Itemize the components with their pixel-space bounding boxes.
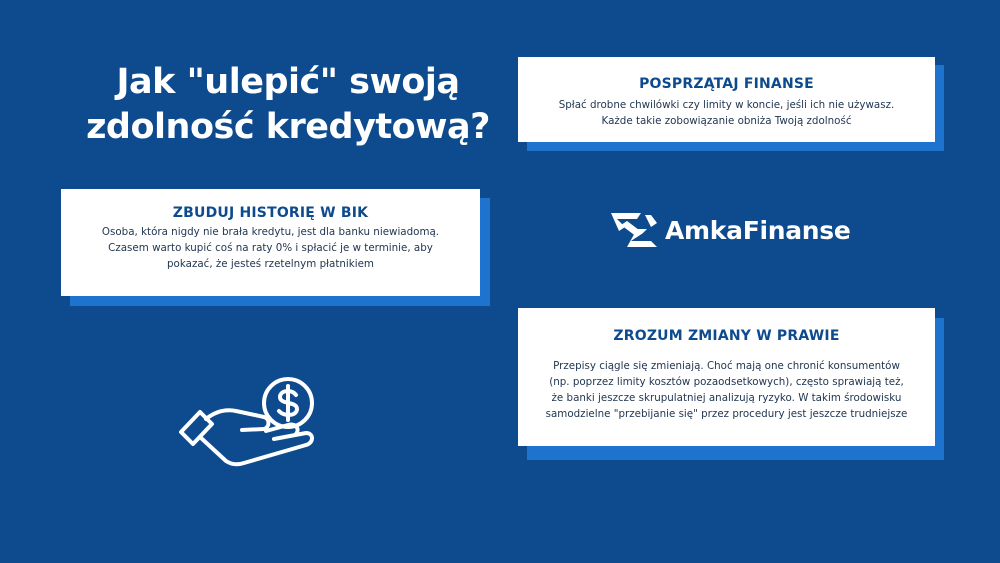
card-text-line: Każde takie zobowiązanie obniża Twoją zdolność (601, 115, 852, 127)
card-zrozum-zmiany (518, 308, 935, 446)
card-text-line: Przepisy ciągle się zmieniają. Choć mają one chronić konsumentów (553, 360, 900, 372)
card-text-line: (np. poprzez limity kosztów pozaodsetkowych), często sprawiają też, (549, 376, 904, 388)
brand-logo (611, 213, 851, 247)
card-text-line: Czasem warto kupić coś na raty 0% i spłacić je w terminie, aby (108, 242, 433, 254)
card-text-line: samodzielne "przebijanie się" przez procedury jest jeszcze trudniejsze (545, 408, 908, 420)
card-text-line: że banki jeszcze skrupulatniej analizują ryzyko. W takim środowisku (551, 392, 902, 404)
card-heading: ZBUDUJ HISTORIĘ W BIK (172, 205, 369, 221)
card-heading: ZROZUM ZMIANY W PRAWIE (613, 328, 840, 344)
card-posprzataj-finanse (518, 57, 935, 142)
card-text-line: Osoba, która nigdy nie brała kredytu, jest dla banku niewiadomą. (101, 226, 440, 238)
card-zbuduj-historie (61, 189, 480, 296)
card-heading: POSPRZĄTAJ FINANSE (639, 76, 814, 92)
card-text-line: Spłać drobne chwilówki czy limity w koncie, jeśli ich nie używasz. (558, 99, 895, 111)
card-text-line: pokazać, że jesteś rzetelnym płatnikiem (167, 258, 374, 270)
amka-logo-icon (611, 213, 657, 247)
page-title: Jak "ulepić" swoją zdolność kredytową? (86, 62, 490, 147)
brand-name: AmkaFinanse (665, 215, 851, 245)
hand-dollar-icon (178, 377, 318, 473)
